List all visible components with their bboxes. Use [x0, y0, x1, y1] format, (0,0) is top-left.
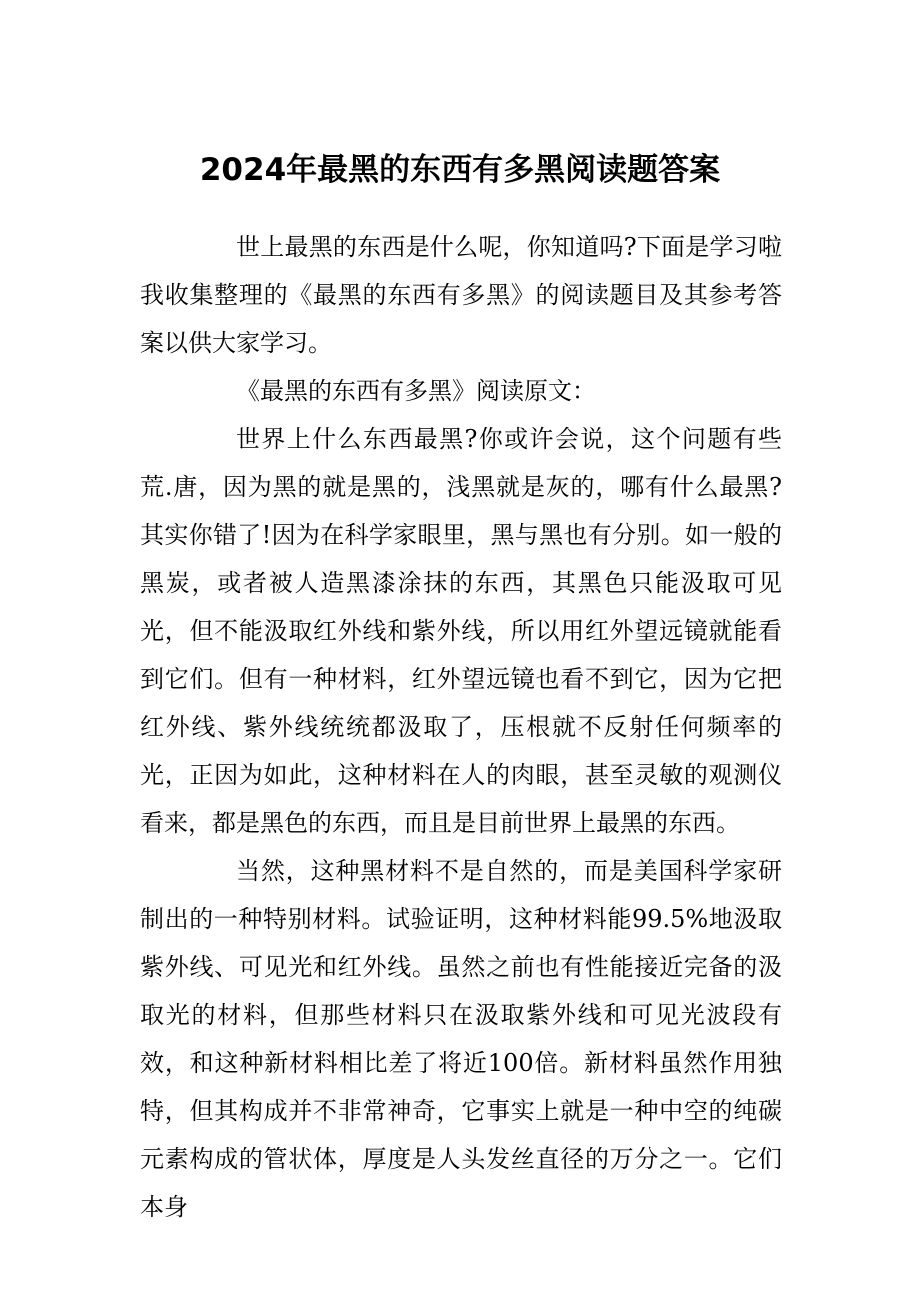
document-body [140, 223, 782, 1231]
intro-paragraph: 世上最黑的东西是什么呢，你知道吗?下面是学习啦我收集整理的《最黑的东西有多黑》的阅读题目及其参考答案以供大家学习。 [140, 233, 782, 357]
section-heading-paragraph: 《最黑的东西有多黑》阅读原文： [236, 377, 596, 405]
body-paragraph-1: 世界上什么东西最黑?你或许会说，这个问题有些荒.唐，因为黑的就是黑的，浅黑就是灰的，哪有什么最黑?其实你错了!因为在科学家眼里，黑与黑也有分别。如一般的黑炭，或者被人造黑漆涂抹的东西，其黑色只能汲取可见光，但不能汲取红外线和紫外线，所以用红外望远镜就能看到它们。但有一种材料，红外望远镜也看不到它，因为它把红外线、紫外线统统都汲取了，压根就不反射任何频率的光，正因为如此，这种材料在人的肉眼，甚至灵敏的观测仪看来，都是黑色的东西，而且是目前世界上最黑的东西。 [140, 425, 782, 837]
body-paragraph-2: 当然，这种黑材料不是自然的，而是美国科学家研制出的一种特别材料。试验证明，这种材料能99.5%地汲取紫外线、可见光和红外线。虽然之前也有性能接近完备的汲取光的材料，但那些材料只在汲取紫外线和可见光波段有效，和这种新材料相比差了将近100倍。新材料虽然作用独特，但其构成并不非常神奇，它事实上就是一种中空的纯碳元素构成的管状体，厚度是人头发丝直径的万分之一。它们本身 [140, 857, 782, 1221]
document-title: 2024年最黑的东西有多黑阅读题答案 [199, 152, 721, 188]
